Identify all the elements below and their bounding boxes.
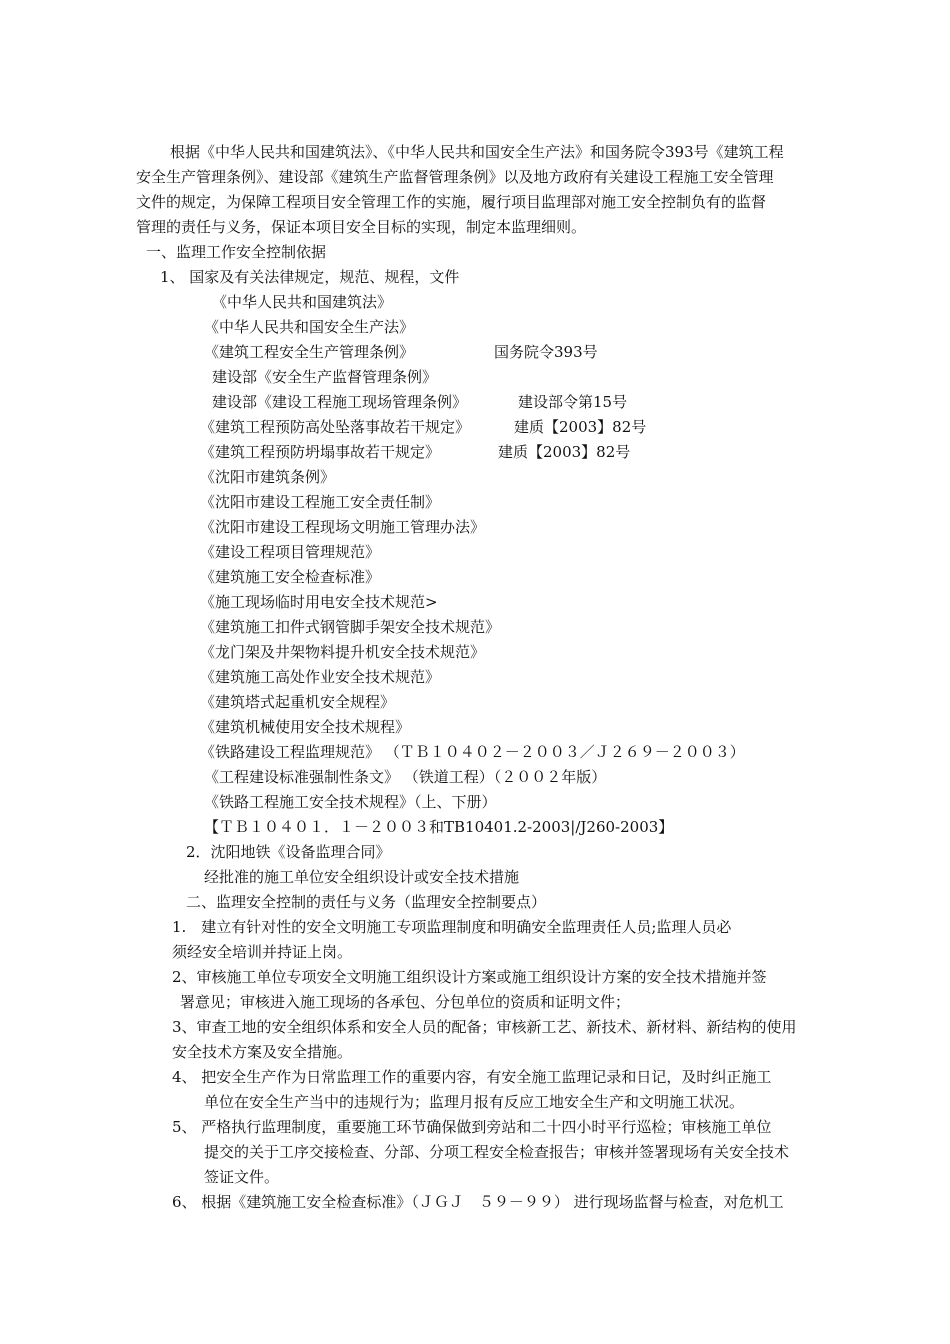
law-note: 建质【2003】82号 <box>498 443 631 461</box>
law-item: 《铁路建设工程监理规范》 （ＴＢ１０４０２－２００３／Ｊ２６９－２００３） <box>200 743 745 761</box>
law-note: 国务院令393号 <box>494 343 598 361</box>
law-item: 《沈阳市建筑条例》 <box>200 468 336 486</box>
law-item: 《建筑施工安全检查标准》 <box>200 568 381 586</box>
section2-line: 签证文件。 <box>204 1168 280 1186</box>
intro-line-4: 管理的责任与义务，保证本项目安全目标的实现，制定本监理细则。 <box>136 218 587 236</box>
law-item: 【ＴＢ１０４０１．１－２００３和TB10401.2-2003|/J260-2003】 <box>204 818 674 836</box>
law-item: 《建筑工程预防高处坠落事故若干规定》 <box>200 418 471 436</box>
law-note: 建设部令第15号 <box>518 393 628 411</box>
section2-line: 6、 根据《建筑施工安全检查标准》（ＪＧＪ ５９－９９） 进行现场监督与检查，对危机工 <box>172 1193 784 1211</box>
law-item: 《施工现场临时用电安全技术规范> <box>200 593 438 611</box>
law-item: 《铁路工程施工安全技术规程》（上、下册） <box>204 793 497 811</box>
law-item: 《沈阳市建设工程施工安全责任制》 <box>200 493 441 511</box>
section1-item2-sub: 经批准的施工单位安全组织设计或安全技术措施 <box>204 868 520 886</box>
law-item: 《中华人民共和国建筑法》 <box>212 293 393 311</box>
law-item: 《中华人民共和国安全生产法》 <box>204 318 415 336</box>
section2-line: 署意见；审核进入施工现场的各承包、分包单位的资质和证明文件； <box>180 993 631 1011</box>
intro-line-1: 根据《中华人民共和国建筑法》、《中华人民共和国安全生产法》和国务院令393号《建筑工程 <box>170 143 784 161</box>
law-item: 《建筑机械使用安全技术规程》 <box>200 718 411 736</box>
section1-heading: 一、监理工作安全控制依据 <box>146 243 327 261</box>
section2-line: 1. 建立有针对性的安全文明施工专项监理制度和明确安全监理责任人员;监理人员必 <box>172 918 732 936</box>
intro-line-3: 文件的规定，为保障工程项目安全管理工作的实施，履行项目监理部对施工安全控制负有的监督 <box>136 193 767 211</box>
law-item: 《建筑施工高处作业安全技术规范》 <box>200 668 441 686</box>
law-item: 《建筑工程预防坍塌事故若干规定》 <box>200 443 441 461</box>
law-item: 《建设工程项目管理规范》 <box>200 543 381 561</box>
law-item: 建设部《建设工程施工现场管理条例》 <box>212 393 468 411</box>
section1-item1: 1、 国家及有关法律规定，规范、规程，文件 <box>160 268 460 286</box>
intro-line-2: 安全生产管理条例》、建设部《建筑生产监督管理条例》以及地方政府有关建设工程施工安全管理 <box>136 168 774 186</box>
section2-line: 须经安全培训并持证上岗。 <box>172 943 353 961</box>
section2-line: 提交的关于工序交接检查、分部、分项工程安全检查报告；审核并签署现场有关安全技术 <box>204 1143 790 1161</box>
law-item: 《龙门架及井架物料提升机安全技术规范》 <box>200 643 486 661</box>
law-item: 《建筑工程安全生产管理条例》 <box>204 343 415 361</box>
law-item: 《建筑塔式起重机安全规程》 <box>200 693 396 711</box>
section2-line: 安全技术方案及安全措施。 <box>172 1043 353 1061</box>
section2-line: 4、 把安全生产作为日常监理工作的重要内容，有安全施工监理记录和日记，及时纠正施工 <box>172 1068 772 1086</box>
law-item: 《沈阳市建设工程现场文明施工管理办法》 <box>200 518 486 536</box>
section2-line: 单位在安全生产当中的违规行为；监理月报有反应工地安全生产和文明施工状况。 <box>204 1093 745 1111</box>
law-item: 建设部《安全生产监督管理条例》 <box>212 368 438 386</box>
section1-item2: 2．沈阳地铁《设备监理合同》 <box>186 843 391 861</box>
section2-line: 3、审查工地的安全组织体系和安全人员的配备；审核新工艺、新技术、新材料、新结构的使用 <box>172 1018 797 1036</box>
law-item: 《建筑施工扣件式钢管脚手架安全技术规范》 <box>200 618 501 636</box>
section2-line: 5、 严格执行监理制度，重要施工环节确保做到旁站和二十四小时平行巡检；审核施工单位 <box>172 1118 772 1136</box>
section2-heading: 二、监理安全控制的责任与义务（监理安全控制要点） <box>186 893 547 911</box>
section2-line: 2、审核施工单位专项安全文明施工组织设计方案或施工组织设计方案的安全技术措施并签 <box>172 968 767 986</box>
law-note: 建质【2003】82号 <box>514 418 647 436</box>
law-item: 《工程建设标准强制性条文》 （铁道工程）（２００２年版） <box>204 768 607 786</box>
